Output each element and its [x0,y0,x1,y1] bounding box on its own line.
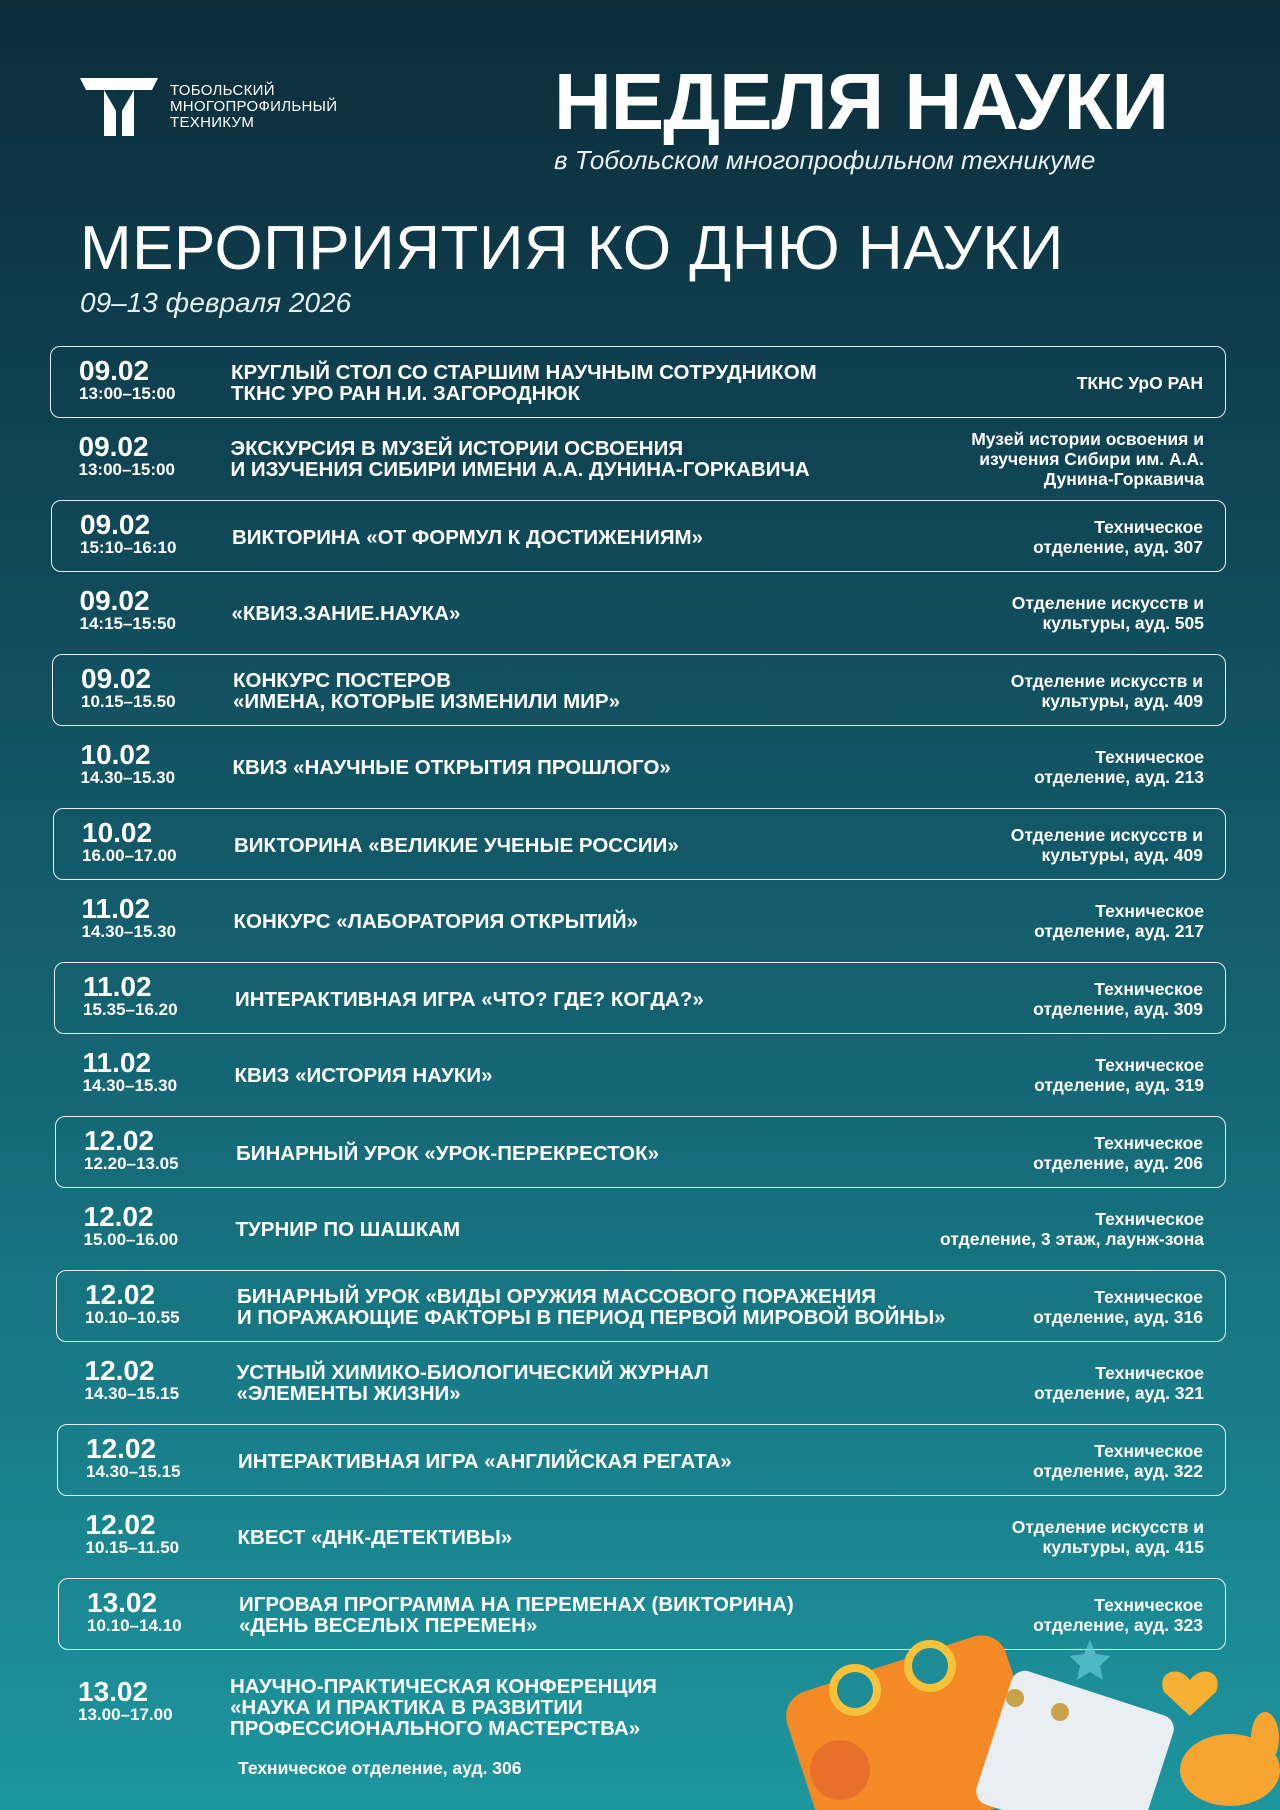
event-row [55,1039,1227,1111]
event-location-line: Техническое [1094,1595,1203,1615]
event-location-line: культуры, ауд. 505 [1042,613,1204,633]
event-date-range: 09–13 февраля 2026 [80,287,352,318]
event-title [236,1117,1056,1189]
event-row [56,1193,1227,1265]
event-location [1034,731,1204,803]
event-row [53,808,1226,880]
event-location-line: Отделение искусств и [1011,593,1204,613]
page-title: МЕРОПРИЯТИЯ КО ДНЮ НАУКИ [80,214,1064,283]
event-location [1011,655,1203,727]
event-location: Техническое отделение, ауд. 306 [238,1758,522,1778]
event-location [1034,1347,1204,1419]
college-logo-icon [80,76,158,138]
event-location-line: Техническое [1095,747,1204,767]
event-title [233,731,1053,803]
event-date: 09.02 [78,431,149,462]
event-time: 10.10–14.10 [87,1616,182,1635]
event-title-line: «ДЕНЬ ВЕСЕЛЫХ ПЕРЕМЕН» [239,1614,538,1637]
event-location-line: Техническое [1094,1287,1203,1307]
event-row-final [50,1670,810,1780]
star-icon [1070,1640,1110,1680]
event-title-line: БИНАРНЫЙ УРОК «ВИДЫ ОРУЖИЯ МАССОВОГО ПОРАЖЕНИЯ [237,1285,876,1308]
event-location-line: Музей истории освоения и [971,429,1204,449]
event-row [55,1116,1226,1188]
event-date: 12.02 [85,1279,156,1310]
event-title [238,1425,1058,1497]
event-title-line: НАУЧНО-ПРАКТИЧЕСКАЯ КОНФЕРЕНЦИЯ [230,1675,657,1698]
event-location-line: Отделение искусств и [1010,671,1203,691]
event-row [52,654,1226,726]
event-location-line: отделение, ауд. 321 [1034,1383,1204,1403]
event-title [232,577,1052,649]
event-time: 14:15–15:50 [79,614,176,633]
event-title-line: ЭКСКУРСИЯ В МУЗЕЙ ИСТОРИИ ОСВОЕНИЯ [230,437,684,460]
event-title-line: ИНТЕРАКТИВНАЯ ИГРА «АНГЛИЙСКАЯ РЕГАТА» [238,1449,732,1473]
event-row [57,1424,1226,1496]
event-location-line: культуры, ауд. 409 [1041,845,1203,865]
page-header [0,0,1280,200]
banner-title: НЕДЕЛЯ НАУКИ [554,57,1168,146]
event-title [236,1193,1056,1265]
event-title-line: ТУРНИР ПО ШАШКАМ [235,1217,461,1241]
event-date: 12.02 [84,1355,155,1386]
event-location-line: отделение, ауд. 319 [1034,1075,1204,1095]
event-date: 09.02 [80,509,151,540]
event-location [1034,885,1204,957]
event-title [235,1039,1055,1111]
college-logo [80,76,337,138]
event-time: 14.30–15.30 [80,768,176,787]
event-row [58,1501,1227,1573]
science-decoration-illustration [760,1620,1280,1810]
event-title-line: И ПОРАЖАЮЩИЕ ФАКТОРЫ В ПЕРИОД ПЕРВОЙ МИРОВОЙ ВОЙНЫ» [237,1306,946,1329]
event-title-line: ПРОФЕССИОНАЛЬНОГО МАСТЕРСТВА» [230,1717,641,1740]
event-time: 13.00–17.00 [78,1705,173,1724]
event-title-line: КОНКУРС ПОСТЕРОВ [233,669,452,692]
event-date: 13.02 [87,1587,158,1618]
event-time: 13:00–15:00 [79,384,176,403]
event-location-line: отделение, ауд. 316 [1033,1307,1203,1327]
event-title-line: «КВИЗ.ЗАНИЕ.НАУКА» [231,601,461,625]
event-date: 09.02 [79,355,150,386]
event-row [57,1347,1227,1419]
event-date: 11.02 [82,1047,152,1078]
event-title-line: КРУГЛЫЙ СТОЛ СО СТАРШИМ НАУЧНЫМ СОТРУДНИКОМ [231,361,817,384]
event-row [56,1270,1226,1342]
college-name-line: ТЕХНИКУМ [170,114,255,131]
event-title-line: КВЕСТ «ДНК-ДЕТЕКТИВЫ» [237,1525,513,1549]
event-row [54,885,1227,957]
event-location-line: Отделение искусств и [1010,825,1203,845]
hand-icon [1180,1712,1280,1806]
event-date: 12.02 [84,1125,155,1156]
heart-icon [1162,1671,1217,1716]
event-time: 14.30–15.15 [86,1462,181,1481]
science-week-banner [554,57,1214,176]
event-location [1077,347,1203,419]
event-time: 12.20–13.05 [84,1154,179,1173]
event-title-line: ИГРОВАЯ ПРОГРАММА НА ПЕРЕМЕНАХ (ВИКТОРИНА) [239,1593,794,1616]
event-title-line: УСТНЫЙ ХИМИКО-БИОЛОГИЧЕСКИЙ ЖУРНАЛ [236,1361,709,1384]
event-location-line: культуры, ауд. 415 [1042,1537,1204,1557]
college-name-line: МНОГОПРОФИЛЬНЫЙ [170,98,338,115]
event-title-line: ИНТЕРАКТИВНАЯ ИГРА «ЧТО? ГДЕ? КОГДА?» [235,987,704,1011]
event-row [54,962,1226,1034]
event-title-line: КОНКУРС «ЛАБОРАТОРИЯ ОТКРЫТИЙ» [233,909,639,933]
event-schedule [50,346,1226,1655]
event-title [237,1271,1057,1343]
event-location [1033,1425,1203,1497]
event-date: 12.02 [86,1433,157,1464]
event-title [234,809,1054,881]
event-time: 14.30–15.30 [82,1076,178,1095]
event-date: 10.02 [80,739,151,770]
event-time: 10.10–10.55 [85,1308,180,1327]
event-title-line: КВИЗ «НАУЧНЫЕ ОТКРЫТИЯ ПРОШЛОГО» [232,755,671,779]
event-location-line: отделение, 3 этаж, лаунж-зона [940,1229,1204,1249]
event-location-line: изучения Сибири им. А.А. [979,449,1204,469]
event-date: 12.02 [83,1201,154,1232]
event-location-line: Техническое [1095,1209,1204,1229]
event-time: 15.35–16.20 [83,1000,178,1019]
event-title [238,1501,1058,1573]
event-location-line: Техническое [1095,1055,1204,1075]
event-location-line: Техническое [1094,1133,1203,1153]
event-title [231,347,1051,419]
event-location-line: отделение, ауд. 213 [1034,767,1204,787]
event-time: 14.30–15.15 [84,1384,180,1403]
event-title-line: «НАУКА И ПРАКТИКА В РАЗВИТИИ [230,1696,583,1719]
event-location [1033,1117,1203,1189]
event-location-line: ТКНС УрО РАН [1076,373,1203,393]
event-date: 11.02 [83,971,152,1002]
event-time: 10.15–11.50 [85,1538,180,1557]
event-location-line: отделение, ауд. 322 [1033,1461,1203,1481]
event-location-line: Отделение искусств и [1011,1517,1204,1537]
event-time: 15:10–16:10 [80,538,177,557]
event-location [1033,1271,1203,1343]
event-location [1011,809,1203,881]
event-location [1033,963,1203,1035]
event-date: 13.02 [78,1676,149,1707]
event-location-line: Дунина-Горкавича [1043,469,1204,489]
event-location-line: отделение, ауд. 309 [1033,999,1203,1019]
event-title [231,423,1051,495]
event-time: 10.15–15.50 [81,692,176,711]
event-title [235,963,1055,1035]
event-title [233,655,1053,727]
event-date: 12.02 [85,1509,156,1540]
event-date: 09.02 [81,663,152,694]
event-time: 13:00–15:00 [78,460,175,479]
event-location-line: отделение, ауд. 206 [1033,1153,1203,1173]
event-location-line: отделение, ауд. 217 [1034,921,1204,941]
event-row [51,423,1227,495]
event-time: 14.30–15.30 [81,922,177,941]
event-time: 16.00–17.00 [82,846,177,865]
event-title [234,885,1054,957]
event-title-line: КВИЗ «ИСТОРИЯ НАУКИ» [234,1063,493,1087]
event-location [1012,1501,1204,1573]
event-time: 15.00–16.00 [83,1230,179,1249]
event-location-line: Техническое [1095,1363,1204,1383]
event-date: 11.02 [81,893,151,924]
event-row [52,577,1227,649]
event-location [1033,501,1203,573]
college-name [170,83,337,131]
event-location-line: Техническое [1094,517,1203,537]
event-title-line: И ИЗУЧЕНИЯ СИБИРИ ИМЕНИ А.А. ДУНИНА-ГОРКАВИЧА [230,458,810,481]
event-title-line: «ИМЕНА, КОТОРЫЕ ИЗМЕНИЛИ МИР» [233,690,620,713]
event-row [50,346,1226,418]
banner-subtitle: в Тобольском многопрофильном техникуме [554,145,1096,175]
event-title [232,501,1052,573]
event-date: 10.02 [82,817,153,848]
event-location [1012,577,1204,649]
event-title-line: ВИКТОРИНА «ОТ ФОРМУЛ К ДОСТИЖЕНИЯМ» [232,525,704,549]
event-title-line: БИНАРНЫЙ УРОК «УРОК-ПЕРЕКРЕСТОК» [236,1141,659,1165]
event-title [237,1347,1057,1419]
event-row [51,500,1226,572]
event-location-line: отделение, ауд. 307 [1033,537,1203,557]
event-location [940,1193,1204,1265]
event-location-line: Техническое [1095,901,1204,921]
event-row [53,731,1227,803]
event-location [971,423,1204,495]
event-location-line: отделение, ауд. 323 [1033,1615,1203,1635]
event-title-line: «ЭЛЕМЕНТЫ ЖИЗНИ» [236,1382,461,1405]
college-name-line: ТОБОЛЬСКИЙ [170,82,275,99]
event-location [1034,1039,1204,1111]
event-location-line: Техническое [1094,1441,1203,1461]
event-date: 09.02 [79,585,150,616]
event-title-line: ВИКТОРИНА «ВЕЛИКИЕ УЧЕНЫЕ РОССИИ» [234,833,679,857]
event-title-line: ТКНС УРО РАН Н.И. ЗАГОРОДНЮК [231,382,581,405]
event-location-line: культуры, ауд. 409 [1041,691,1203,711]
event-location-line: Техническое [1094,979,1203,999]
